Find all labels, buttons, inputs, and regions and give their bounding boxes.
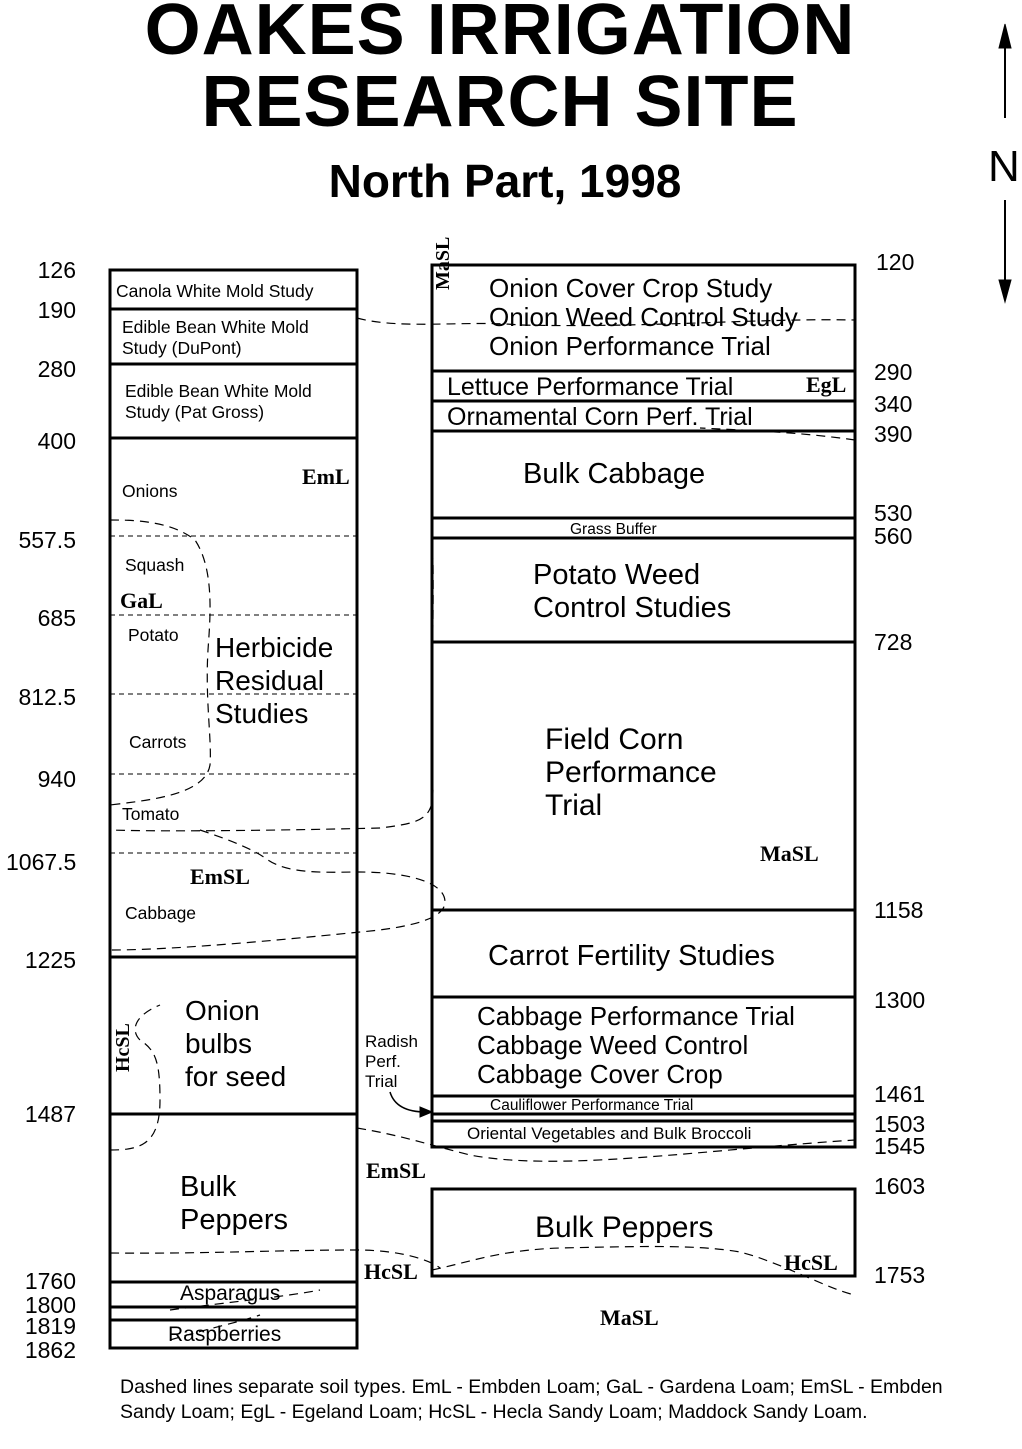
right-distance-1461: 1461 bbox=[874, 1081, 926, 1107]
plot-onion-weed-control: Onion Weed Control Study bbox=[489, 302, 798, 332]
soil-label-hcsl-mid: HcSL bbox=[364, 1259, 418, 1284]
soil-label-masl-corn: MaSL bbox=[760, 841, 819, 866]
soil-label-gal: GaL bbox=[120, 588, 163, 613]
right-distance-1753: 1753 bbox=[874, 1262, 926, 1288]
right-distance-1545: 1545 bbox=[874, 1133, 926, 1159]
right-distance-390: 390 bbox=[874, 421, 913, 447]
right-distance-560: 560 bbox=[874, 523, 913, 549]
soil-label-masl-top: MaSL bbox=[432, 236, 454, 290]
right-distance-1503: 1503 bbox=[874, 1111, 926, 1137]
plot-potato: Potato bbox=[128, 625, 179, 645]
soil-label-egl: EgL bbox=[806, 372, 847, 397]
left-distance-400: 400 bbox=[37, 428, 76, 454]
plot-herbicide-3: Studies bbox=[215, 698, 309, 729]
left-distance-190: 190 bbox=[37, 297, 76, 323]
right-distance-340: 340 bbox=[874, 391, 913, 417]
left-distance-126: 126 bbox=[37, 257, 76, 283]
footer-note: Dashed lines separate soil types. EmL - Embden Loam; GaL - Gardena Loam; EmSL - Embden Sandy Loam; EgL - Egeland Loam; HcSL - Hecla Sandy Loam; Maddock Sandy Loam. bbox=[120, 1376, 943, 1423]
plot-canola: Canola White Mold Study bbox=[116, 281, 314, 301]
plot-cabbage-cover-crop: Cabbage Cover Crop bbox=[477, 1059, 723, 1089]
plot-bulk-peppers-left-2: Peppers bbox=[180, 1204, 289, 1236]
right-distance-728: 728 bbox=[874, 629, 913, 655]
plot-raspberries: Raspberries bbox=[168, 1323, 282, 1346]
plot-bean-gross-2: Study (Pat Gross) bbox=[125, 402, 265, 422]
plot-carrots: Carrots bbox=[129, 732, 187, 752]
plot-onion-bulbs-2: bulbs bbox=[185, 1028, 252, 1059]
title-line-2: RESEARCH SITE bbox=[201, 62, 799, 142]
plot-tomato: Tomato bbox=[122, 804, 180, 824]
right-distance-1300: 1300 bbox=[874, 987, 926, 1013]
radish-arrow-icon bbox=[390, 1092, 432, 1117]
plot-asparagus: Asparagus bbox=[180, 1282, 281, 1305]
plot-potato-weed-2: Control Studies bbox=[533, 592, 732, 624]
plot-cabbage-performance: Cabbage Performance Trial bbox=[477, 1001, 795, 1031]
title-line-1: OAKES IRRIGATION bbox=[144, 0, 856, 70]
plot-squash: Squash bbox=[125, 555, 185, 575]
soil-label-emsl-left: EmSL bbox=[190, 864, 250, 889]
left-distance-1819: 1819 bbox=[24, 1313, 76, 1339]
right-distance-1603: 1603 bbox=[874, 1173, 926, 1199]
plot-cabbage-weed-control: Cabbage Weed Control bbox=[477, 1030, 749, 1060]
plot-onion-bulbs-3: for seed bbox=[185, 1061, 287, 1092]
plot-grass-buffer: Grass Buffer bbox=[570, 521, 657, 538]
radish-label-3: Trial bbox=[365, 1072, 398, 1091]
left-distance-1760: 1760 bbox=[24, 1268, 76, 1294]
right-distance-290: 290 bbox=[874, 359, 913, 385]
right-distance-120: 120 bbox=[876, 249, 915, 275]
right-distance-530: 530 bbox=[874, 500, 913, 526]
soil-label-masl-bottom: MaSL bbox=[600, 1305, 659, 1330]
left-distance-557: 557.5 bbox=[18, 527, 76, 553]
plot-field-corn-3: Trial bbox=[545, 789, 603, 822]
radish-label-2: Perf. bbox=[365, 1052, 401, 1071]
left-distance-940: 940 bbox=[37, 766, 76, 792]
right-distance-1158: 1158 bbox=[874, 897, 924, 923]
plot-bulk-cabbage: Bulk Cabbage bbox=[523, 458, 706, 490]
left-distance-1862: 1862 bbox=[24, 1337, 76, 1363]
plot-herbicide-2: Residual bbox=[215, 665, 324, 696]
plot-herbicide-1: Herbicide bbox=[215, 632, 334, 663]
subtitle: North Part, 1998 bbox=[328, 155, 682, 207]
left-distance-1800: 1800 bbox=[24, 1292, 76, 1318]
plot-potato-weed-1: Potato Weed bbox=[533, 559, 701, 591]
plot-cabbage: Cabbage bbox=[125, 903, 197, 923]
plot-onion-performance: Onion Performance Trial bbox=[489, 331, 771, 361]
soil-label-hcsl-right: HcSL bbox=[784, 1250, 838, 1275]
plot-carrot-fertility: Carrot Fertility Studies bbox=[488, 940, 775, 972]
left-distance-1487: 1487 bbox=[24, 1101, 76, 1127]
left-distance-1067: 1067.5 bbox=[6, 849, 77, 875]
left-distance-280: 280 bbox=[37, 356, 76, 382]
left-distance-1225: 1225 bbox=[24, 947, 76, 973]
plot-onion-bulbs-1: Onion bbox=[185, 995, 260, 1026]
soil-label-emsl-mid: EmSL bbox=[366, 1158, 426, 1183]
plot-cauliflower: Cauliflower Performance Trial bbox=[490, 1097, 694, 1114]
plot-bean-dupont-2: Study (DuPont) bbox=[122, 338, 242, 358]
plot-bean-gross-1: Edible Bean White Mold bbox=[125, 381, 312, 401]
radish-label-1: Radish bbox=[365, 1032, 418, 1051]
plot-bulk-peppers-left-1: Bulk bbox=[180, 1171, 237, 1203]
plot-field-corn-2: Performance bbox=[545, 756, 717, 789]
plot-bulk-peppers-right: Bulk Peppers bbox=[535, 1211, 714, 1244]
left-distance-812: 812.5 bbox=[18, 684, 76, 710]
plot-oriental-vegetables: Oriental Vegetables and Bulk Broccoli bbox=[467, 1124, 752, 1143]
plot-onion-cover-crop: Onion Cover Crop Study bbox=[489, 273, 773, 303]
plot-bean-dupont-1: Edible Bean White Mold bbox=[122, 317, 309, 337]
left-distance-685: 685 bbox=[37, 605, 76, 631]
plot-onions: Onions bbox=[122, 481, 178, 501]
north-label: N bbox=[988, 142, 1020, 191]
plot-lettuce: Lettuce Performance Trial bbox=[447, 373, 734, 401]
soil-label-hcsl-left: HcSL bbox=[112, 1023, 134, 1072]
soil-label-eml: EmL bbox=[302, 464, 350, 489]
plot-field-corn-1: Field Corn bbox=[545, 723, 684, 756]
plot-ornamental-corn: Ornamental Corn Perf. Trial bbox=[447, 403, 753, 431]
